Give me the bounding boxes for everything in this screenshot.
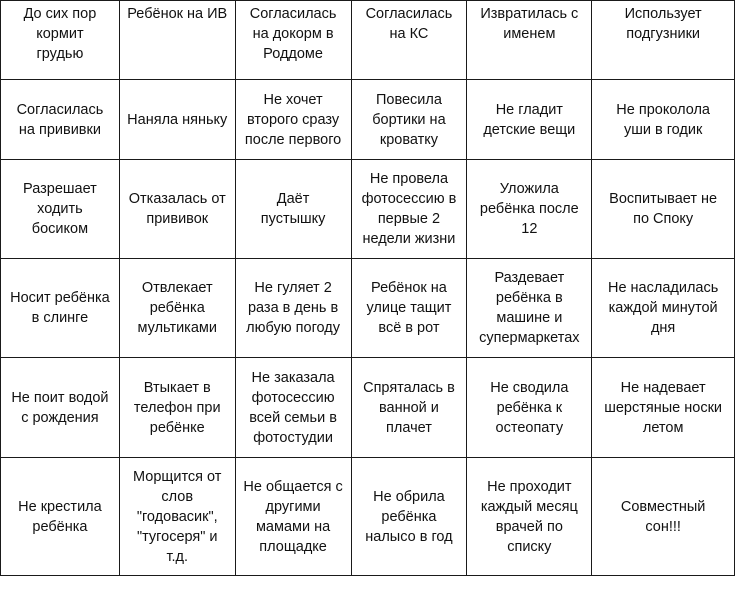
grid-cell: Не обрила ребёнка налысо в год	[351, 458, 467, 576]
grid-cell: Совместный сон!!!	[592, 458, 735, 576]
grid-row	[1, 358, 735, 458]
grid-row	[1, 160, 735, 259]
grid-cell: Не надевает шерстяные носки летом	[592, 358, 735, 458]
grid-cell: До сих пор кормит грудью	[1, 1, 120, 80]
grid-cell: Не гладит детские вещи	[467, 80, 592, 160]
grid-cell: Извратилась с именем	[467, 1, 592, 80]
grid-row	[1, 259, 735, 358]
grid-cell: Воспитывает не по Споку	[592, 160, 735, 259]
grid-cell: Не сводила ребёнка к остеопату	[467, 358, 592, 458]
grid-cell: Не хочет второго сразу после первого	[235, 80, 351, 160]
grid-cell: Ребёнок на ИВ	[119, 1, 235, 80]
grid-cell: Использует подгузники	[592, 1, 735, 80]
grid-cell: Не заказала фотосессию всей семьи в фотостудии	[235, 358, 351, 458]
grid-cell: Ребёнок на улице тащит всё в рот	[351, 259, 467, 358]
grid-cell: Уложила ребёнка после 12	[467, 160, 592, 259]
grid-cell: Не проходит каждый месяц врачей по списку	[467, 458, 592, 576]
grid-cell: Согласилась на докорм в Роддоме	[235, 1, 351, 80]
grid-cell: Отказалась от прививок	[119, 160, 235, 259]
grid-cell: Раздевает ребёнка в машине и супермаркетах	[467, 259, 592, 358]
grid-cell: Согласилась на прививки	[1, 80, 120, 160]
grid-cell: Не провела фотосессию в первые 2 недели жизни	[351, 160, 467, 259]
grid-cell: Разрешает ходить босиком	[1, 160, 120, 259]
grid-cell: Отвлекает ребёнка мультиками	[119, 259, 235, 358]
grid-cell: Не крестила ребёнка	[1, 458, 120, 576]
grid-cell: Наняла няньку	[119, 80, 235, 160]
grid-cell: Не насладилась каждой минутой дня	[592, 259, 735, 358]
grid-cell: Не поит водой с рождения	[1, 358, 120, 458]
grid-cell: Не гуляет 2 раза в день в любую погоду	[235, 259, 351, 358]
grid-cell: Повесила бортики на кроватку	[351, 80, 467, 160]
grid-cell: Даёт пустышку	[235, 160, 351, 259]
grid-cell: Согласилась на КС	[351, 1, 467, 80]
grid-row	[1, 1, 735, 80]
grid-row	[1, 80, 735, 160]
grid-cell: Не общается с другими мамами на площадке	[235, 458, 351, 576]
grid-cell: Морщится от слов "годовасик", "тугосеря" и т.д.	[119, 458, 235, 576]
grid-cell: Не проколола уши в годик	[592, 80, 735, 160]
grid-cell: Втыкает в телефон при ребёнке	[119, 358, 235, 458]
grid-row	[1, 458, 735, 576]
grid-cell: Носит ребёнка в слинге	[1, 259, 120, 358]
grid-cell: Спряталась в ванной и плачет	[351, 358, 467, 458]
